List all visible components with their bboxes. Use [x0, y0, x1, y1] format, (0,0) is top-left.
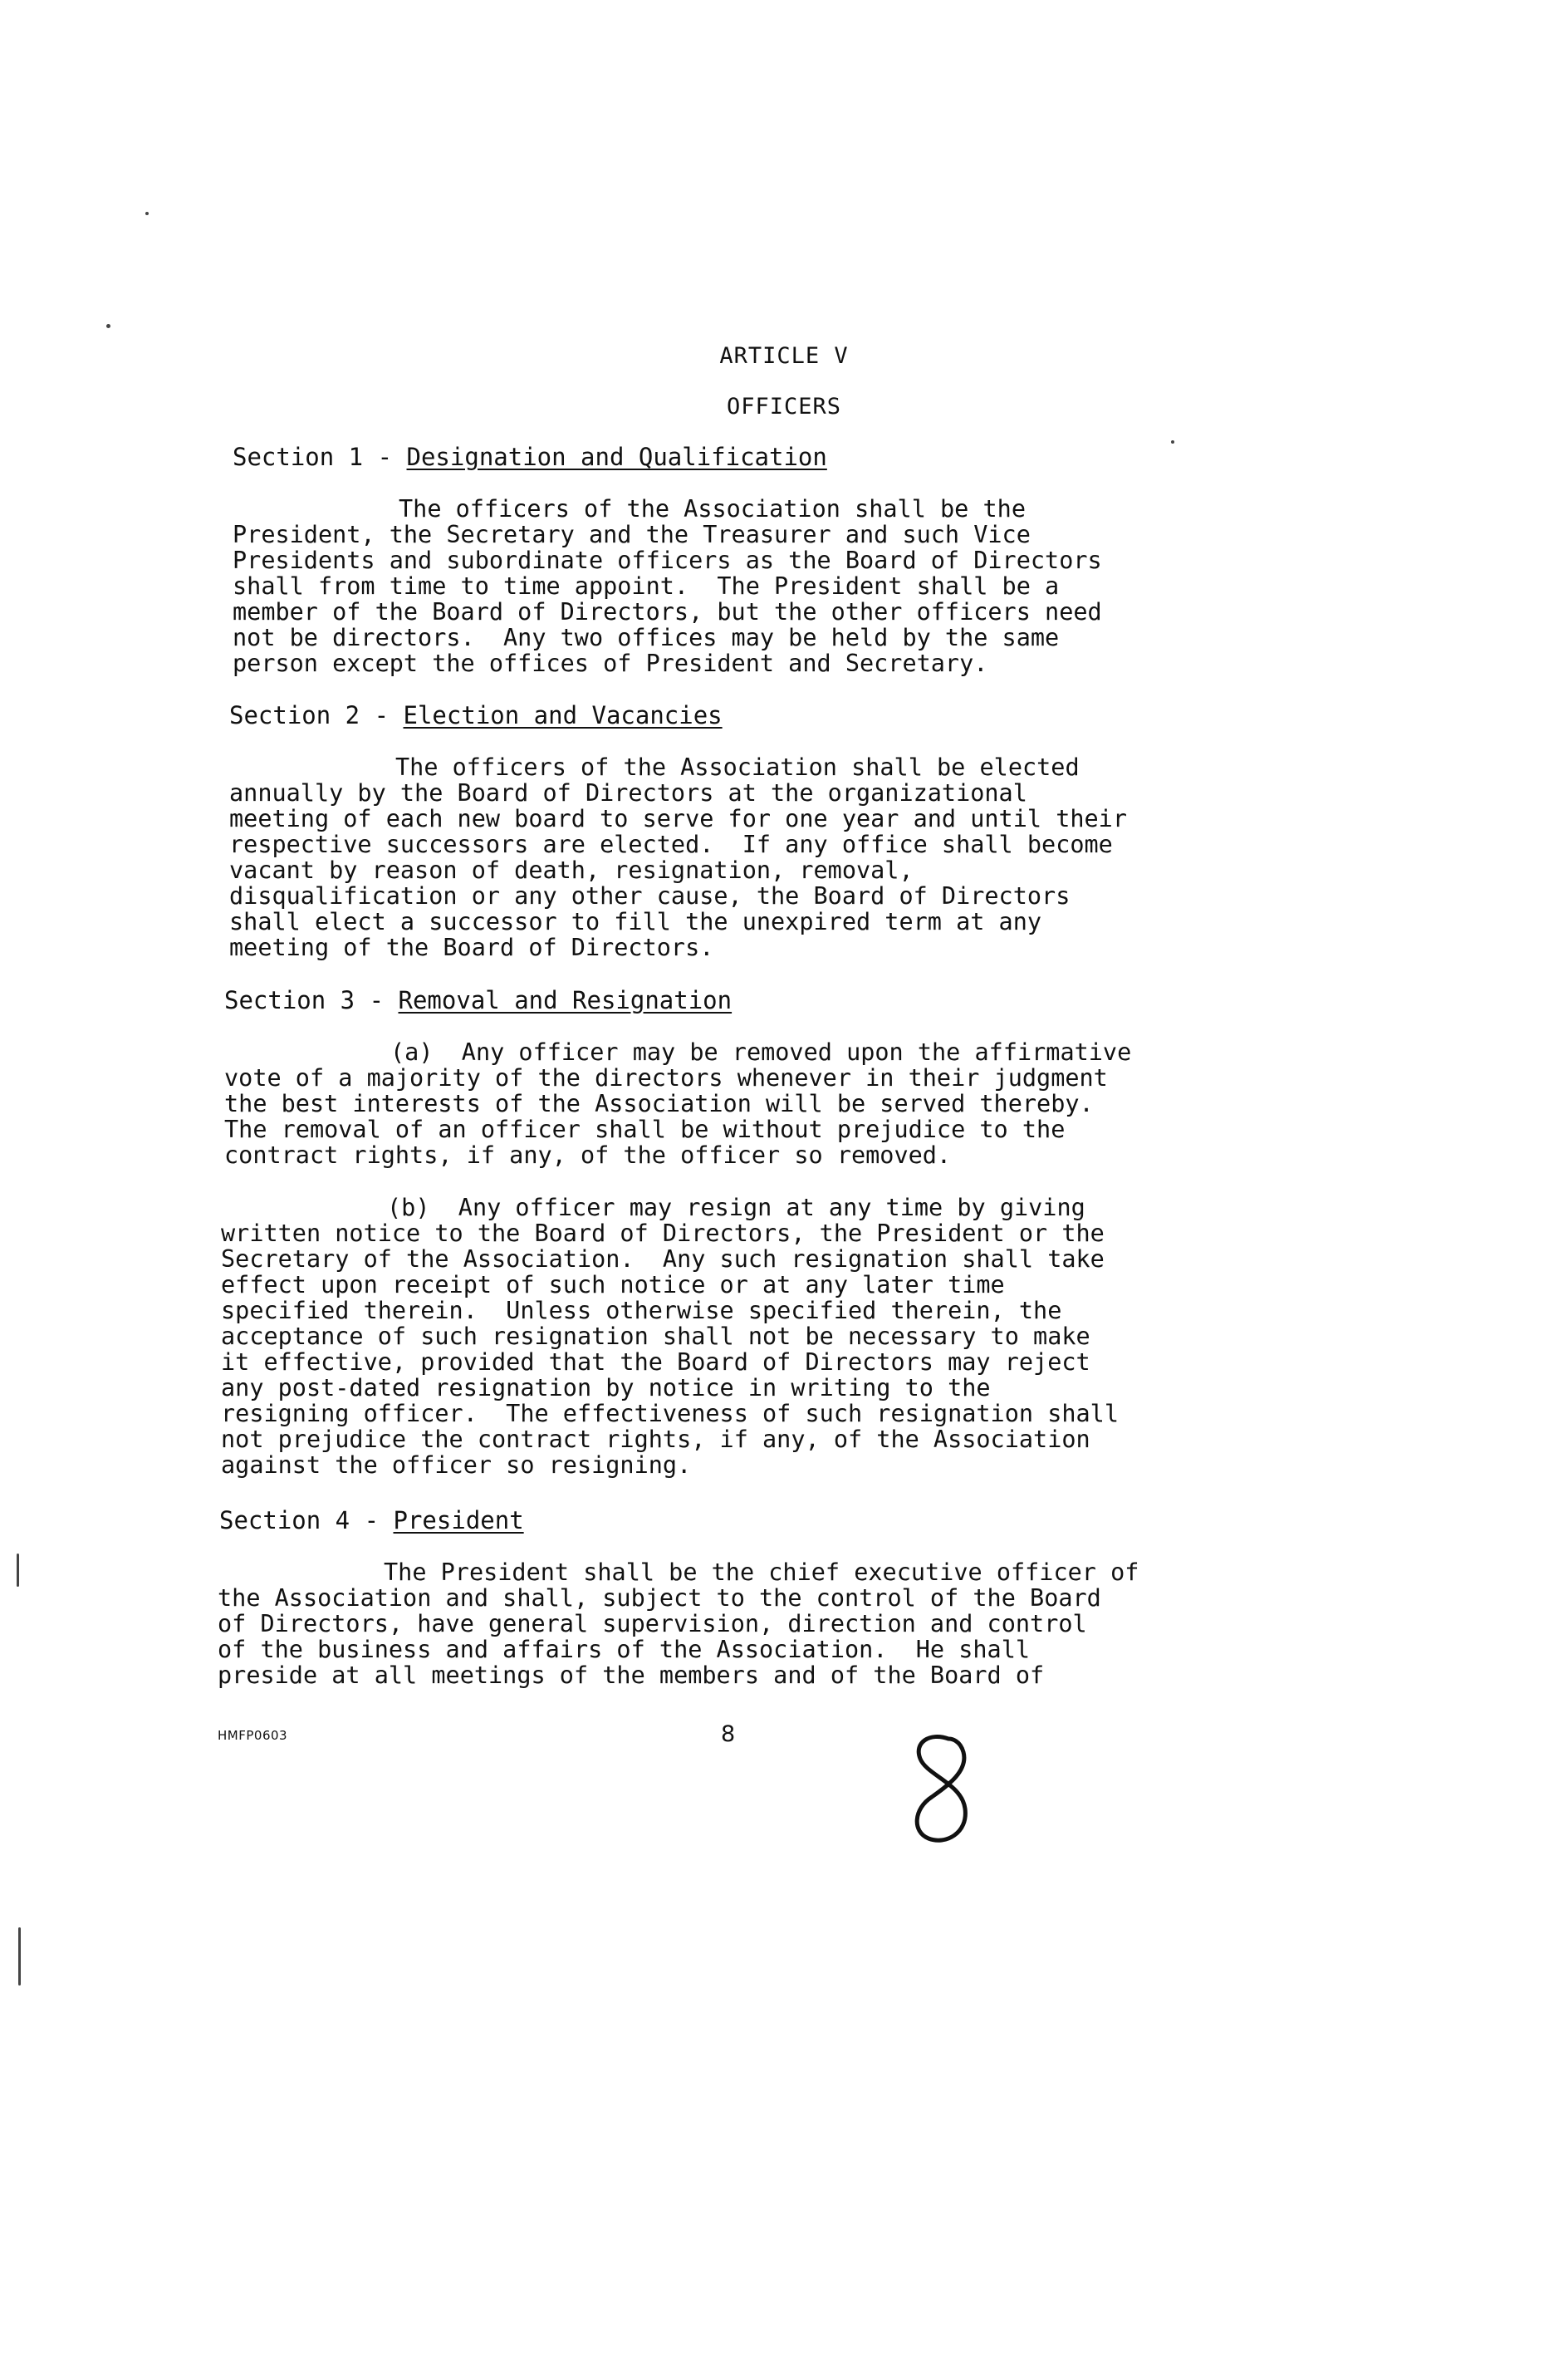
- text-line: effect upon receipt of such notice or at any later time: [221, 1271, 1005, 1298]
- text-line: not prejudice the contract rights, if any, of the Association: [221, 1426, 1090, 1453]
- text-line: acceptance of such resignation shall not be necessary to make: [221, 1323, 1090, 1350]
- section-4-heading: [219, 1507, 524, 1534]
- text-line: contract rights, if any, of the officer so removed.: [224, 1141, 952, 1169]
- text-line: (b) Any officer may resign at any time by giving: [387, 1194, 1085, 1221]
- text-line: member of the Board of Directors, but the other officers need: [233, 598, 1102, 626]
- article-number: ARTICLE V: [719, 343, 849, 369]
- scan-speck: [1171, 440, 1174, 444]
- section-label: Section 3 -: [224, 986, 399, 1014]
- text-line: The officers of the Association shall be elected: [395, 753, 1080, 781]
- text-line: The officers of the Association shall be the: [399, 495, 1026, 523]
- text-line: shall from time to time appoint. The President shall be a: [233, 572, 1060, 600]
- section-2-heading: [229, 702, 723, 729]
- section-2-paragraph: [229, 754, 1309, 960]
- section-label: Section 1 -: [233, 443, 407, 471]
- text-line: (a) Any officer may be removed upon the affirmative: [390, 1038, 1132, 1066]
- text-line: vote of a majority of the directors whenever in their judgment: [224, 1064, 1108, 1092]
- section-1-heading: [233, 444, 827, 470]
- section-3-paragraph-b: [221, 1195, 1301, 1478]
- section-3-heading: [224, 987, 732, 1014]
- text-line: written notice to the Board of Directors, the President or the: [221, 1220, 1105, 1247]
- text-line: preside at all meetings of the members and of the Board of: [218, 1662, 1045, 1689]
- text-line: any post-dated resignation by notice in writing to the: [221, 1374, 991, 1401]
- scan-speck: [106, 324, 110, 328]
- text-line: the best interests of the Association will be served thereby.: [224, 1090, 1094, 1117]
- section-label: Section 4 -: [219, 1506, 394, 1534]
- text-line: meeting of each new board to serve for one year and until their: [229, 805, 1127, 832]
- text-line: Presidents and subordinate officers as the Board of Directors: [233, 547, 1102, 574]
- text-line: the Association and shall, subject to the control of the Board: [218, 1584, 1101, 1612]
- text-line: The removal of an officer shall be without prejudice to the: [224, 1116, 1066, 1143]
- section-3-paragraph-a: [224, 1039, 1304, 1168]
- text-line: President, the Secretary and the Treasurer and such Vice: [233, 521, 1031, 548]
- section-4-paragraph: [218, 1559, 1297, 1688]
- scan-speck: [18, 1927, 21, 1986]
- section-title: President: [393, 1506, 524, 1534]
- section-title: Election and Vacancies: [403, 701, 723, 729]
- text-line: meeting of the Board of Directors.: [229, 934, 714, 961]
- scan-speck: [145, 212, 149, 215]
- text-line: person except the offices of President and Secretary.: [233, 650, 988, 677]
- text-line: annually by the Board of Directors at the organizational: [229, 779, 1027, 807]
- text-line: resigning officer. The effectiveness of such resignation shall: [221, 1400, 1119, 1427]
- text-line: it effective, provided that the Board of Directors may reject: [221, 1348, 1090, 1376]
- article-title: OFFICERS: [726, 394, 842, 420]
- text-line: respective successors are elected. If any office shall become: [229, 831, 1113, 858]
- page-number: 8: [721, 1721, 736, 1747]
- document-code: HMFP0603: [218, 1728, 288, 1743]
- text-line: of Directors, have general supervision, direction and control: [218, 1610, 1087, 1637]
- section-title: Removal and Resignation: [398, 986, 733, 1014]
- section-title: Designation and Qualification: [406, 443, 827, 471]
- text-line: not be directors. Any two offices may be held by the same: [233, 624, 1060, 651]
- handwritten-page-number: [897, 1732, 988, 1848]
- text-line: Secretary of the Association. Any such resignation shall take: [221, 1245, 1105, 1273]
- text-line: against the officer so resigning.: [221, 1451, 692, 1479]
- text-line: vacant by reason of death, resignation, removal,: [229, 857, 914, 884]
- text-line: disqualification or any other cause, the Board of Directors: [229, 882, 1071, 910]
- section-label: Section 2 -: [229, 701, 404, 729]
- scan-speck: [17, 1554, 19, 1587]
- text-line: shall elect a successor to fill the unexpired term at any: [229, 908, 1042, 935]
- text-line: of the business and affairs of the Association. He shall: [218, 1636, 1031, 1663]
- section-1-paragraph: [233, 496, 1312, 676]
- text-line: specified therein. Unless otherwise specified therein, the: [221, 1297, 1062, 1324]
- text-line: The President shall be the chief executive officer of: [384, 1559, 1139, 1586]
